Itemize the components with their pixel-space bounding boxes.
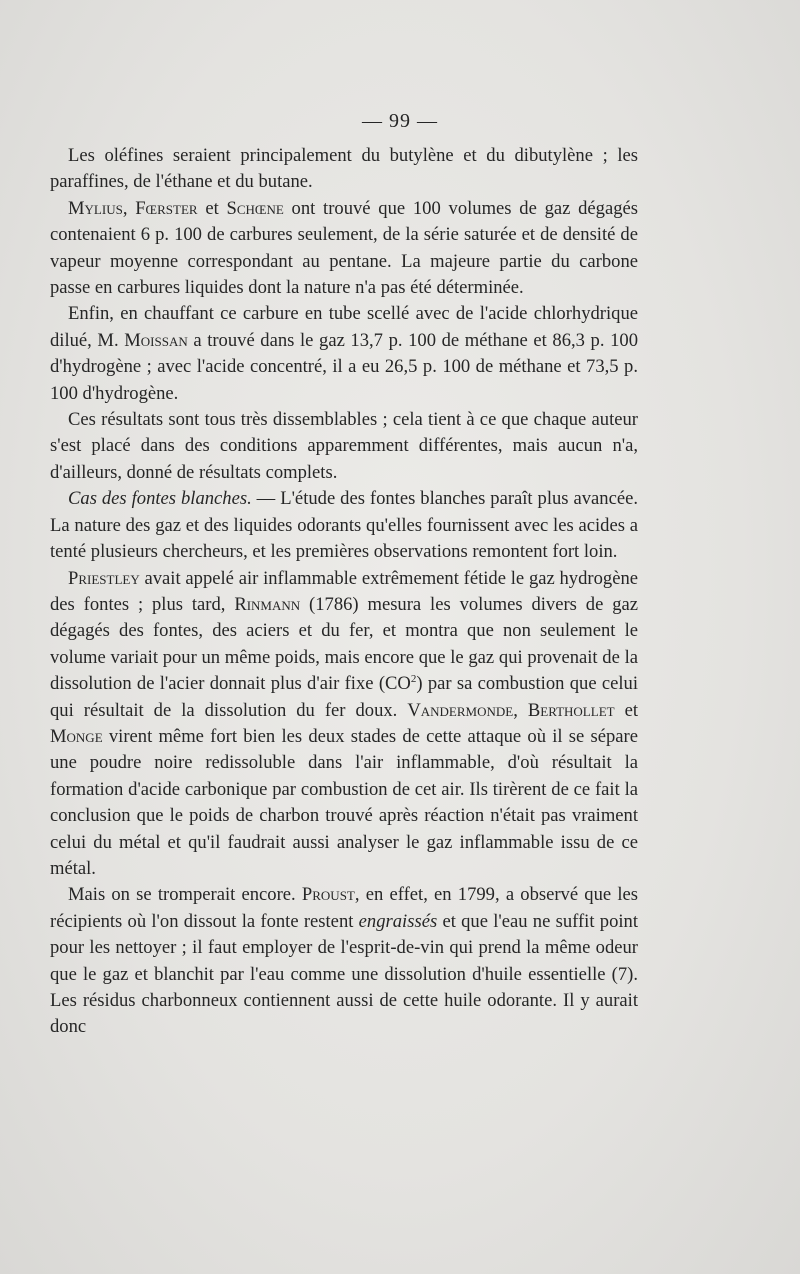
text-run: et — [197, 197, 227, 219]
paragraph — [50, 407, 638, 486]
text-run: — L'étude des fontes blanches paraît plus avancée. La nature des gaz et des liquides odorants qu'elles fournissent avec les acides a tenté plusieurs chercheurs, et les premières observations remontent fort loin. — [50, 488, 639, 563]
text-run: et que l'eau ne suffit point pour les nettoyer ; il faut employer de l'esprit-de-vin qui prend la même odeur que le gaz et blanchit par l'eau comme une dissolution d'huile essentielle (7). Les résidus charbonneux contiennent aussi de cette huile odorante. Il y aurait donc — [50, 910, 638, 1038]
author-name: Moissan — [124, 329, 188, 351]
author-name: Vandermonde — [407, 699, 514, 721]
body-text — [50, 143, 638, 1041]
author-name: Berthollet — [527, 699, 615, 721]
paragraph — [50, 196, 638, 302]
text-run: , en effet, en 1799, a observé que les récipients où l'on dissout la fonte restent — [50, 884, 638, 932]
text-run: avait appelé air inflammable extrêmement fétide le gaz hydrogène des fontes ; plus tard, — [50, 567, 638, 615]
text-run: Enfin, en chauffant ce carbure en tube scellé avec de l'acide chlorhydrique dilué, M. — [50, 303, 638, 351]
text-run: ont trouvé que 100 volumes de gaz dégagés contenaient 6 p. 100 de carbures seulement, de la série saturée et de densité de vapeur moyenne correspondant au pentane. La majeure partie du carbone passe en carbures liquides dont la nature n'a pas été déterminée. — [50, 197, 639, 299]
page-number: — 99 — — [362, 110, 438, 132]
author-name: Mylius — [68, 197, 123, 219]
text-run: , — [122, 197, 136, 219]
author-name: Rinmann — [234, 593, 301, 615]
text-run: Les oléfines seraient principalement du butylène et du dibutylène ; les paraffines, de l'éthane et du butane. — [50, 145, 638, 193]
paragraph — [50, 301, 638, 407]
author-name: Proust — [301, 884, 355, 906]
text-run: a trouvé dans le gaz 13,7 p. 100 de méthane et 86,3 p. 100 d'hydrogène ; avec l'acide concentré, il a eu 26,5 p. 100 de méthane et 73,5 p. 100 d'hydrogène. — [50, 329, 638, 404]
author-name: Schœne — [226, 197, 284, 219]
text-run: Ces résultats sont tous très dissemblables ; cela tient à ce que chaque auteur s'est placé dans des conditions apparemment différentes, mais aucun n'a, d'ailleurs, donné de résultats complets. — [50, 409, 638, 483]
paragraph — [50, 882, 638, 1040]
paragraph — [50, 143, 638, 196]
text-run: , — [513, 699, 528, 721]
author-name: Priestley — [68, 567, 140, 589]
author-name: Fœrster — [135, 197, 198, 219]
text-run: Mais on se tromperait encore. — [68, 884, 302, 906]
paragraph — [50, 486, 638, 565]
italic-text: Cas des fontes blanches. — [68, 488, 252, 510]
text-run: ) par sa combustion que celui qui résultait de la dissolution du fer doux. — [50, 673, 638, 721]
paragraph — [50, 566, 638, 883]
author-name: Monge — [50, 725, 103, 747]
text-run: et — [614, 699, 638, 721]
text-run: (1786) mesura les volumes divers de gaz dégagés des fontes, des aciers et du fer, et montra que non seulement le volume variait pour un même poids, mais encore que le gaz qui provenait de la dissolution de l'acier donnait plus d'air fixe (CO — [50, 593, 638, 695]
text-run: virent même fort bien les deux stades de cette attaque où il se sépare une poudre noire redissoluble dans l'air inflammable, d'où résultait la formation d'acide carbonique par combustion de cet air. Ils tirèrent de ce fait la conclusion que le poids de charbon trouvé après réaction n'était pas vraiment celui du métal et qu'il faudrait aussi analyser le gaz inflammable issu de ce métal. — [50, 725, 638, 879]
superscript: 2 — [410, 672, 417, 685]
italic-text: engraissés — [358, 910, 438, 932]
